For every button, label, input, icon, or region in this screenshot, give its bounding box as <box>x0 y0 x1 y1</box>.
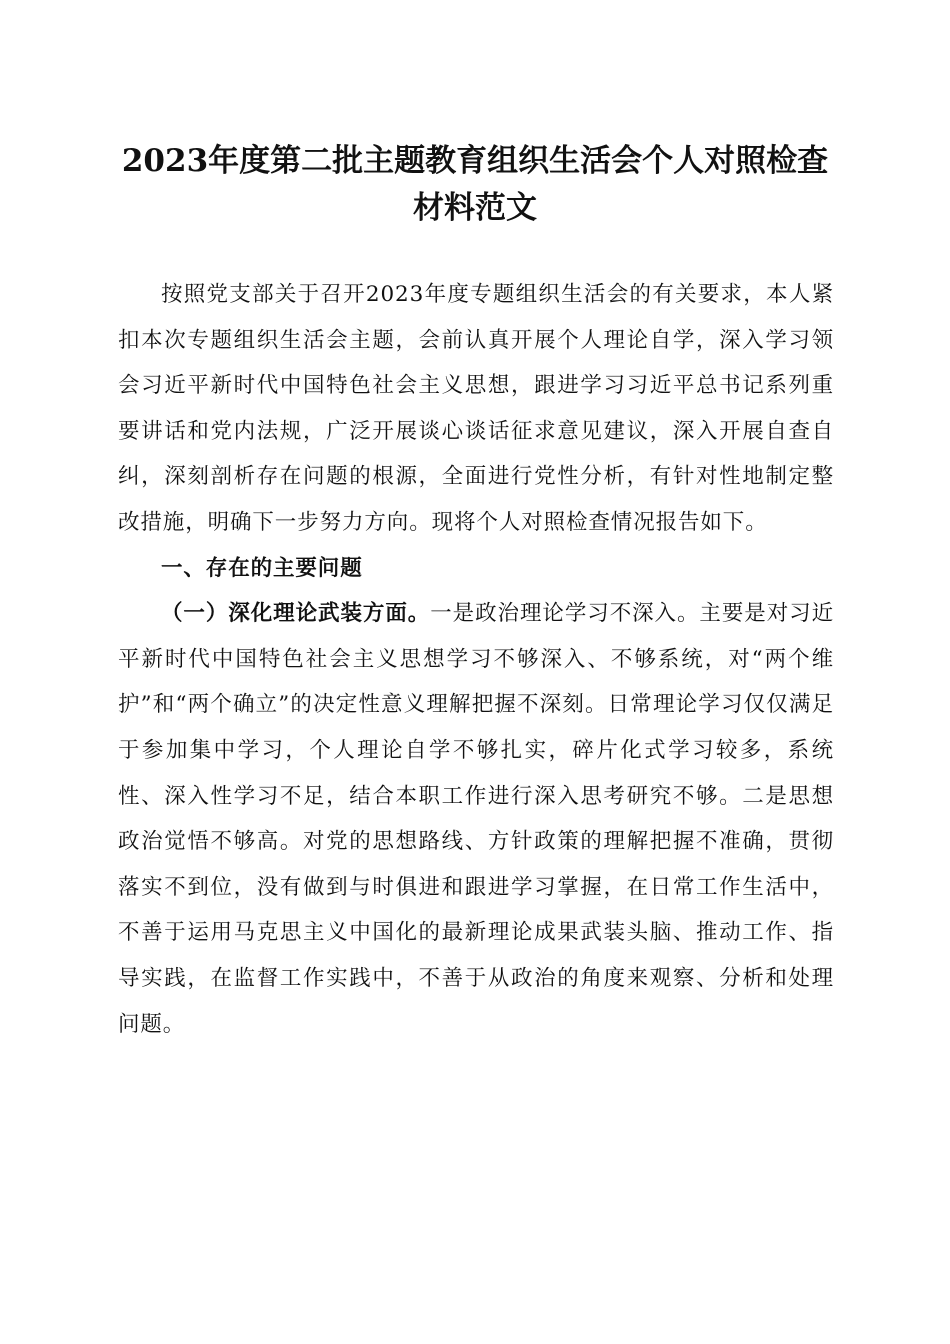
subsection-theory-label: （一）深化理论武装方面。 <box>161 601 431 627</box>
intro-paragraph: 按照党支部关于召开2023年度专题组织生活会的有关要求，本人紧扣本次专题组织生活会主题，会前认真开展个人理论自学，深入学习领会习近平新时代中国特色社会主义思想，跟进学习习近平总书记系列重要讲话和党内法规，广泛开展谈心谈话征求意见建议，深入开展自查自纠，深刻剖析存在问题的根源，全面进行党性分析，有针对性地制定整改措施，明确下一步努力方向。现将个人对照检查情况报告如下。 <box>118 282 834 535</box>
subsection-theory-body: 一是政治理论学习不深入。主要是对习近平新时代中国特色社会主义思想学习不够深入、不够系统，对“两个维护”和“两个确立”的决定性意义理解把握不深刻。日常理论学习仅仅满足于参加集中学习，个人理论自学不够扎实，碎片化式学习较多，系统性、深入性学习不足，结合本职工作进行深入思考研究不够。二是思想政治觉悟不够高。对党的思想路线、方针政策的理解把握不准确，贯彻落实不到位，没有做到与时俱进和跟进学习掌握，在日常工作生活中，不善于运用马克思主义中国化的最新理论成果武装头脑、推动工作、指导实践，在监督工作实践中，不善于从政治的角度来观察、分析和处理问题。 <box>118 601 834 1037</box>
document-title: 2023年度第二批主题教育组织生活会个人对照检查材料范文 <box>121 143 829 226</box>
section-heading-problems: 一、存在的主要问题 <box>161 555 363 581</box>
document-body <box>118 272 834 1047</box>
subsection-theory-paragraph <box>118 591 834 1047</box>
